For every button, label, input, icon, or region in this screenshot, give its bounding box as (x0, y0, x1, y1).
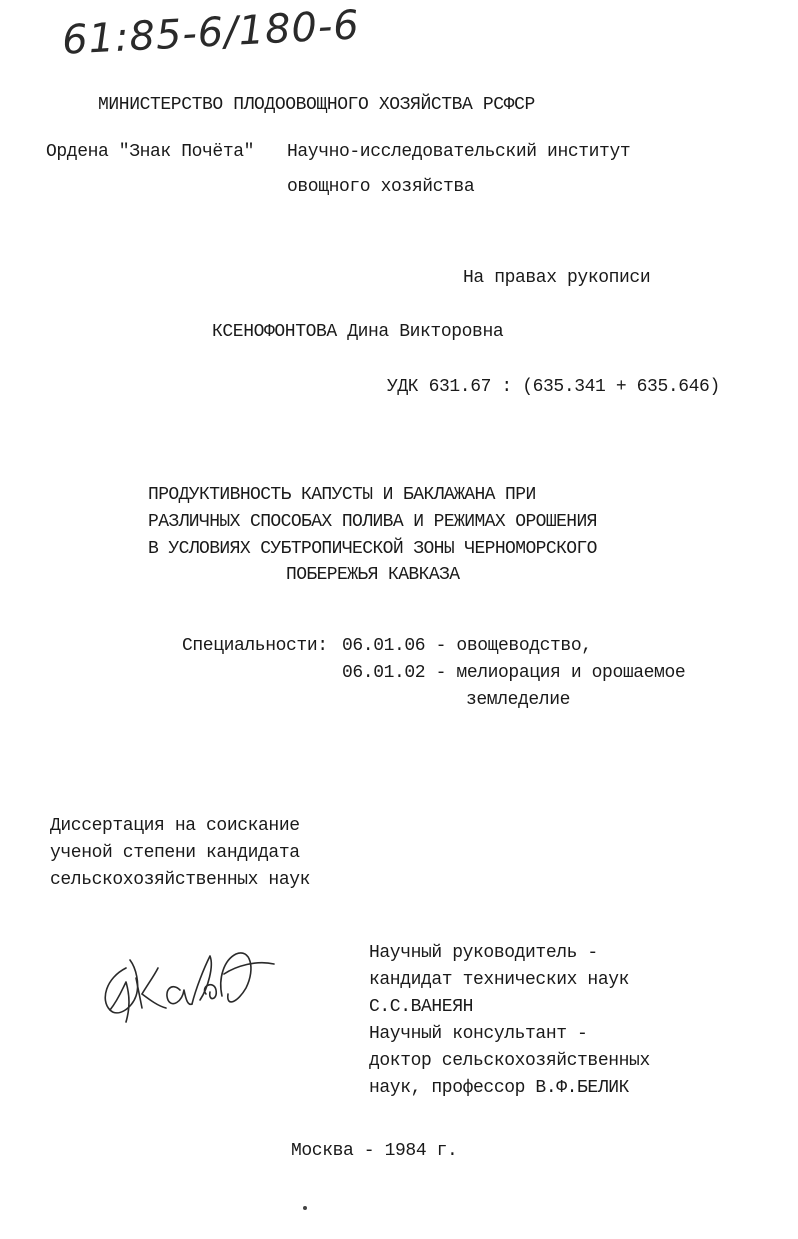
specialty-1: 06.01.06 - овощеводство, (342, 636, 592, 656)
supervisor-line-4: Научный консультант - (369, 1024, 588, 1044)
page-speck (303, 1206, 307, 1210)
institute-line-1: Научно-исследовательский институт (287, 142, 631, 162)
ministry-heading: МИНИСТЕРСТВО ПЛОДООВОЩНОГО ХОЗЯЙСТВА РСФСР (98, 95, 535, 115)
title-line-2: РАЗЛИЧНЫХ СПОСОБАХ ПОЛИВА И РЕЖИМАХ ОРОШЕНИЯ (148, 512, 597, 532)
supervisor-line-5: доктор сельскохозяйственных (369, 1051, 650, 1071)
specialties-label: Специальности: (182, 636, 328, 656)
specialty-2-cont: земледелие (466, 690, 571, 710)
supervisor-line-6: наук, профессор В.Ф.БЕЛИК (369, 1078, 630, 1098)
institute-line-2: овощного хозяйства (287, 177, 475, 197)
manuscript-note: На правах рукописи (463, 268, 651, 288)
title-line-4: ПОБЕРЕЖЬЯ КАВКАЗА (286, 565, 460, 585)
dissertation-line-1: Диссертация на соискание (50, 816, 300, 836)
archive-number: 61:85-6/180-6 (61, 2, 361, 64)
title-line-3: В УСЛОВИЯХ СУБТРОПИЧЕСКОЙ ЗОНЫ ЧЕРНОМОРСКОГО (148, 539, 597, 559)
supervisor-line-1: Научный руководитель - (369, 943, 598, 963)
title-line-1: ПРОДУКТИВНОСТЬ КАПУСТЫ И БАКЛАЖАНА ПРИ (148, 485, 536, 505)
supervisor-line-3: С.С.ВАНЕЯН (369, 997, 474, 1017)
author-signature (96, 938, 280, 1030)
dissertation-line-3: сельскохозяйственных наук (50, 870, 311, 890)
supervisor-line-2: кандидат технических наук (369, 970, 630, 990)
footer-city-year: Москва - 1984 г. (291, 1141, 458, 1161)
specialty-2: 06.01.02 - мелиорация и орошаемое (342, 663, 686, 683)
udk-code: УДК 631.67 : (635.341 + 635.646) (387, 377, 720, 397)
dissertation-line-2: ученой степени кандидата (50, 843, 300, 863)
order-label: Ордена "Знак Почёта" (46, 142, 255, 162)
author-name: КСЕНОФОНТОВА Дина Викторовна (212, 322, 504, 342)
